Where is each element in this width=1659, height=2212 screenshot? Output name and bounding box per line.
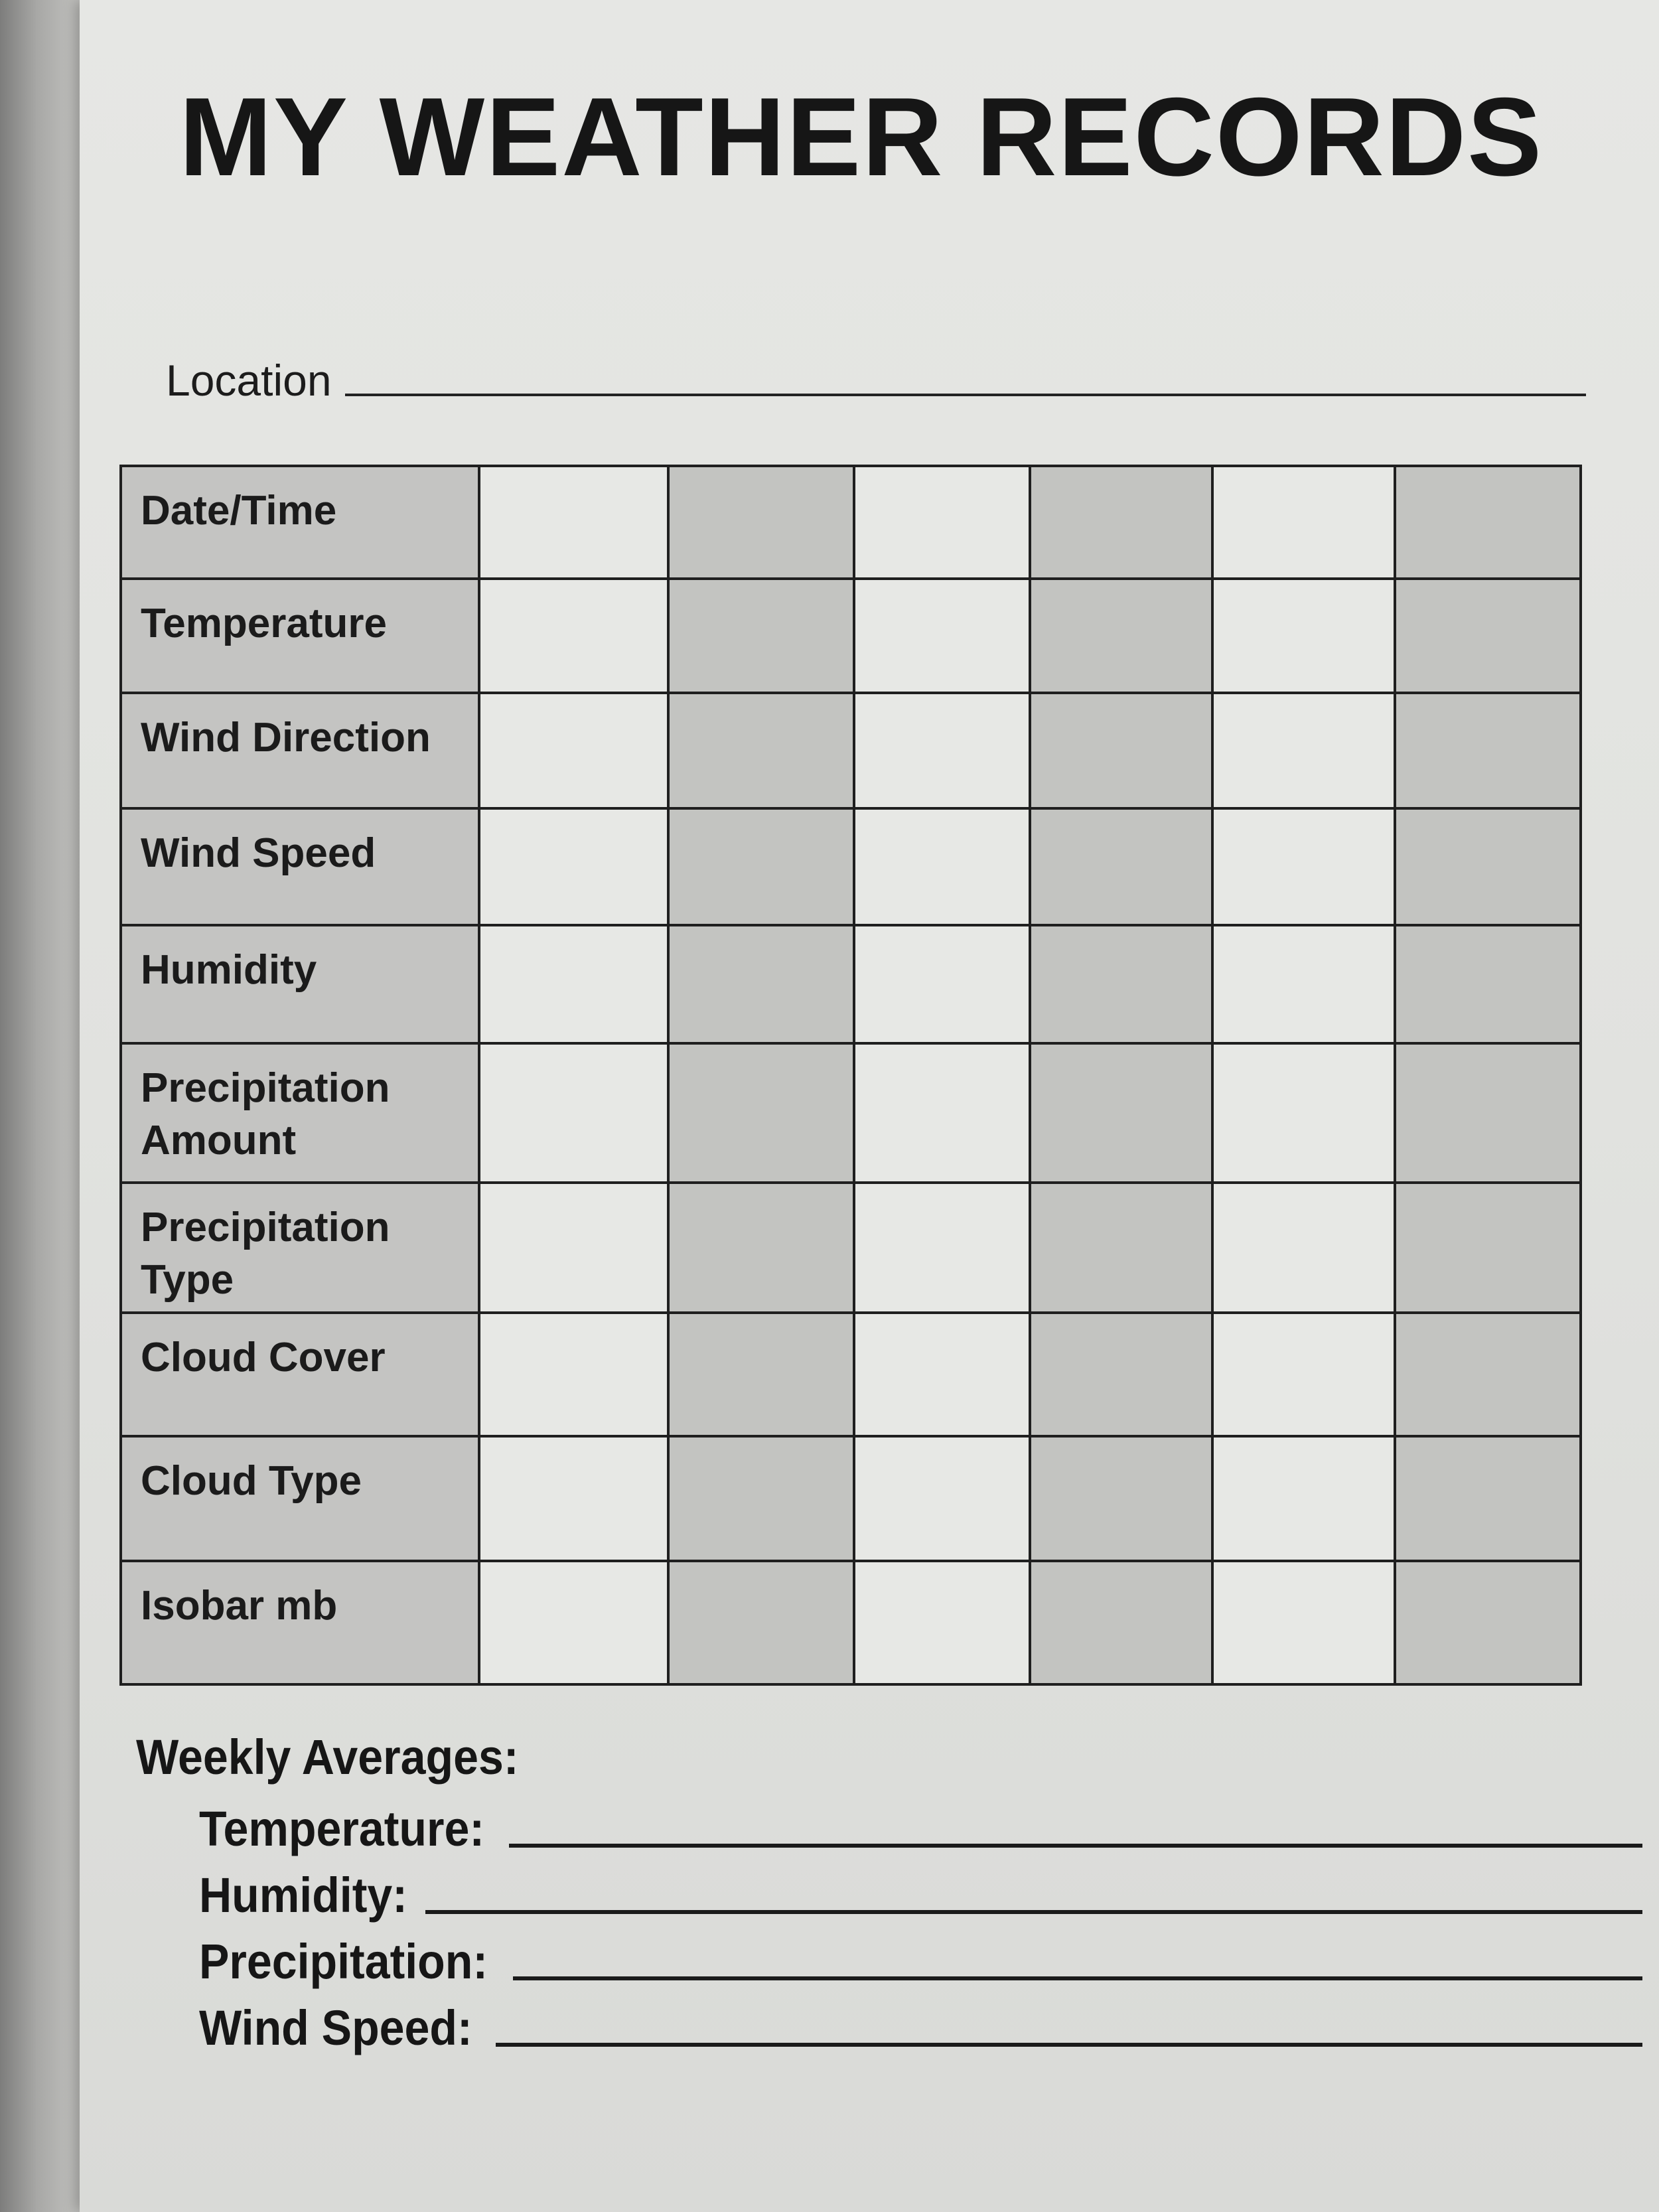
entry-cell[interactable] (1212, 1561, 1395, 1684)
location-field-row (166, 355, 1586, 406)
entry-cell[interactable] (479, 1313, 668, 1436)
entry-cell[interactable] (854, 1183, 1030, 1313)
entry-cell[interactable] (1212, 693, 1395, 808)
entry-cell[interactable] (854, 1436, 1030, 1561)
weather-records-table (119, 465, 1582, 1686)
entry-cell[interactable] (479, 466, 668, 579)
entry-cell[interactable] (854, 1043, 1030, 1183)
entry-cell[interactable] (1030, 1183, 1212, 1313)
location-label: Location (166, 356, 332, 405)
table-row (121, 466, 1581, 579)
entry-cell[interactable] (479, 1183, 668, 1313)
entry-cell[interactable] (668, 1313, 854, 1436)
entry-cell[interactable] (1395, 1313, 1581, 1436)
average-write-line[interactable] (496, 2043, 1642, 2047)
workbook-page (80, 0, 1659, 2212)
entry-cell[interactable] (1212, 808, 1395, 925)
entry-cell[interactable] (479, 579, 668, 693)
average-write-line[interactable] (513, 1976, 1642, 1980)
entry-cell[interactable] (1212, 579, 1395, 693)
entry-cell[interactable] (668, 1183, 854, 1313)
average-label: Temperature: (199, 1801, 485, 1856)
row-label: Date/Time (121, 466, 479, 579)
entry-cell[interactable] (854, 693, 1030, 808)
entry-cell[interactable] (1030, 1436, 1212, 1561)
entry-cell[interactable] (1395, 1436, 1581, 1561)
entry-cell[interactable] (479, 1436, 668, 1561)
entry-cell[interactable] (1030, 1313, 1212, 1436)
average-row-precipitation (136, 1923, 1642, 1990)
average-label: Humidity: (199, 1868, 407, 1923)
table-row (121, 1313, 1581, 1436)
entry-cell[interactable] (668, 1043, 854, 1183)
average-label: Precipitation: (199, 1934, 488, 1989)
entry-cell[interactable] (1212, 1043, 1395, 1183)
row-label: Cloud Type (121, 1436, 479, 1561)
row-label: Cloud Cover (121, 1313, 479, 1436)
table-row (121, 1043, 1581, 1183)
entry-cell[interactable] (1030, 925, 1212, 1043)
entry-cell[interactable] (1395, 693, 1581, 808)
row-label: Precipitation Amount (121, 1043, 479, 1183)
entry-cell[interactable] (1030, 1561, 1212, 1684)
entry-cell[interactable] (479, 808, 668, 925)
average-row-wind-speed (136, 1990, 1642, 2056)
weekly-averages-heading: Weekly Averages: (136, 1730, 519, 1785)
entry-cell[interactable] (854, 466, 1030, 579)
entry-cell[interactable] (854, 579, 1030, 693)
entry-cell[interactable] (1212, 466, 1395, 579)
entry-cell[interactable] (668, 466, 854, 579)
table-row (121, 925, 1581, 1043)
table-row (121, 693, 1581, 808)
average-row-temperature (136, 1791, 1642, 1857)
entry-cell[interactable] (668, 1436, 854, 1561)
entry-cell[interactable] (479, 693, 668, 808)
row-label: Wind Direction (121, 693, 479, 808)
table-row (121, 1561, 1581, 1684)
entry-cell[interactable] (1395, 1561, 1581, 1684)
entry-cell[interactable] (1395, 1043, 1581, 1183)
entry-cell[interactable] (1212, 1183, 1395, 1313)
average-row-humidity (136, 1857, 1642, 1923)
weekly-averages-section (136, 1729, 1642, 2056)
table-row (121, 579, 1581, 693)
entry-cell[interactable] (479, 925, 668, 1043)
entry-cell[interactable] (1030, 579, 1212, 693)
row-label: Humidity (121, 925, 479, 1043)
entry-cell[interactable] (1030, 808, 1212, 925)
entry-cell[interactable] (1212, 1313, 1395, 1436)
page-title: MY WEATHER RECORDS (179, 74, 1544, 199)
entry-cell[interactable] (854, 808, 1030, 925)
table-row (121, 1436, 1581, 1561)
row-label: Isobar mb (121, 1561, 479, 1684)
entry-cell[interactable] (854, 1561, 1030, 1684)
book-binding-shadow (0, 0, 93, 2212)
average-write-line[interactable] (425, 1910, 1642, 1914)
entry-cell[interactable] (1030, 693, 1212, 808)
entry-cell[interactable] (479, 1043, 668, 1183)
table-row (121, 1183, 1581, 1313)
entry-cell[interactable] (1030, 1043, 1212, 1183)
entry-cell[interactable] (1395, 466, 1581, 579)
entry-cell[interactable] (854, 1313, 1030, 1436)
entry-cell[interactable] (1395, 925, 1581, 1043)
entry-cell[interactable] (668, 579, 854, 693)
entry-cell[interactable] (668, 1561, 854, 1684)
location-write-line[interactable] (345, 394, 1586, 396)
average-label: Wind Speed: (199, 2000, 472, 2055)
entry-cell[interactable] (1212, 925, 1395, 1043)
entry-cell[interactable] (1212, 1436, 1395, 1561)
entry-cell[interactable] (1395, 808, 1581, 925)
entry-cell[interactable] (479, 1561, 668, 1684)
entry-cell[interactable] (1030, 466, 1212, 579)
table-row (121, 808, 1581, 925)
row-label: Precipitation Type (121, 1183, 479, 1313)
entry-cell[interactable] (668, 808, 854, 925)
entry-cell[interactable] (668, 693, 854, 808)
row-label: Temperature (121, 579, 479, 693)
row-label: Wind Speed (121, 808, 479, 925)
average-write-line[interactable] (509, 1844, 1642, 1848)
entry-cell[interactable] (668, 925, 854, 1043)
entry-cell[interactable] (1395, 579, 1581, 693)
entry-cell[interactable] (854, 925, 1030, 1043)
entry-cell[interactable] (1395, 1183, 1581, 1313)
